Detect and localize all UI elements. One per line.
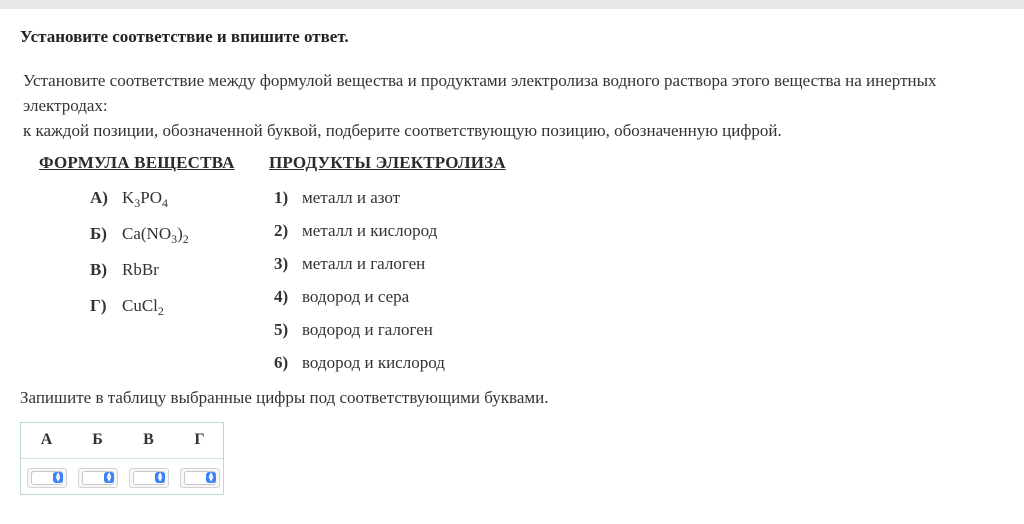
formula-item-a xyxy=(90,188,168,208)
formula-text: $Ca(NO_3)_2$ xyxy=(122,224,189,246)
instruction-line: электродах: xyxy=(23,96,108,115)
product-marker: 6) xyxy=(274,353,289,372)
select-arrows-icon: ▲ ▼ xyxy=(53,472,63,483)
answer-select-b[interactable] xyxy=(78,468,118,488)
product-marker: 1) xyxy=(274,188,289,207)
instruction-line: Установите соответствие между формулой вещества и продуктами электролиза водного раствора этого вещества на инертных xyxy=(23,71,937,90)
formula-marker: А) xyxy=(90,188,108,207)
product-text: металл и галоген xyxy=(302,254,426,273)
formula-text: CuCl$_2$ xyxy=(122,296,164,318)
top-bar xyxy=(0,0,1024,9)
answer-select-v[interactable] xyxy=(129,468,169,488)
select-arrows-icon: ▲ ▼ xyxy=(155,472,165,483)
select-arrows-icon: ▲ ▼ xyxy=(206,472,216,483)
answer-select-g[interactable] xyxy=(180,468,220,488)
answer-header-b: Б xyxy=(92,431,103,448)
products-column-header: ПРОДУКТЫ ЭЛЕКТРОЛИЗА xyxy=(269,153,506,172)
product-item-6 xyxy=(274,353,445,373)
product-marker: 5) xyxy=(274,320,289,339)
product-marker: 2) xyxy=(274,221,289,240)
table-divider xyxy=(21,458,223,459)
formula-text: RbBr xyxy=(122,260,159,279)
product-item-4 xyxy=(274,287,409,307)
product-text: металл и кислород xyxy=(302,221,438,240)
product-text: водород и галоген xyxy=(302,320,433,339)
select-arrows-icon: ▲ ▼ xyxy=(104,472,114,483)
product-marker: 4) xyxy=(274,287,289,306)
formula-marker: Г) xyxy=(90,296,107,315)
product-item-5 xyxy=(274,320,433,340)
answer-header-v: В xyxy=(143,431,154,448)
answer-header-a: А xyxy=(40,431,53,448)
product-item-2 xyxy=(274,221,437,241)
answer-table xyxy=(20,422,224,495)
task-title: Установите соответствие и впишите ответ. xyxy=(20,27,349,46)
formula-item-v xyxy=(90,260,159,280)
formula-text: $K_3PO_4$ xyxy=(122,188,169,210)
product-text: металл и азот xyxy=(302,188,401,207)
product-text: водород и кислород xyxy=(302,353,445,372)
formula-marker: В) xyxy=(90,260,107,279)
answer-select-a[interactable] xyxy=(27,468,67,488)
task-instructions xyxy=(23,68,1013,143)
product-marker: 3) xyxy=(274,254,289,273)
formula-item-b xyxy=(90,224,189,244)
product-item-1 xyxy=(274,188,400,208)
product-text: водород и сера xyxy=(302,287,410,306)
formula-column-header: ФОРМУЛА ВЕЩЕСТВА xyxy=(39,153,235,172)
formula-marker: Б) xyxy=(90,224,107,243)
instruction-line: к каждой позиции, обозначенной буквой, подберите соответствующую позицию, обозначенную цифрой. xyxy=(23,121,782,140)
formula-item-g xyxy=(90,296,164,316)
product-item-3 xyxy=(274,254,425,274)
answer-header-g: Г xyxy=(194,431,205,448)
answer-instruction: Запишите в таблицу выбранные цифры под соответствующими буквами. xyxy=(20,388,549,407)
